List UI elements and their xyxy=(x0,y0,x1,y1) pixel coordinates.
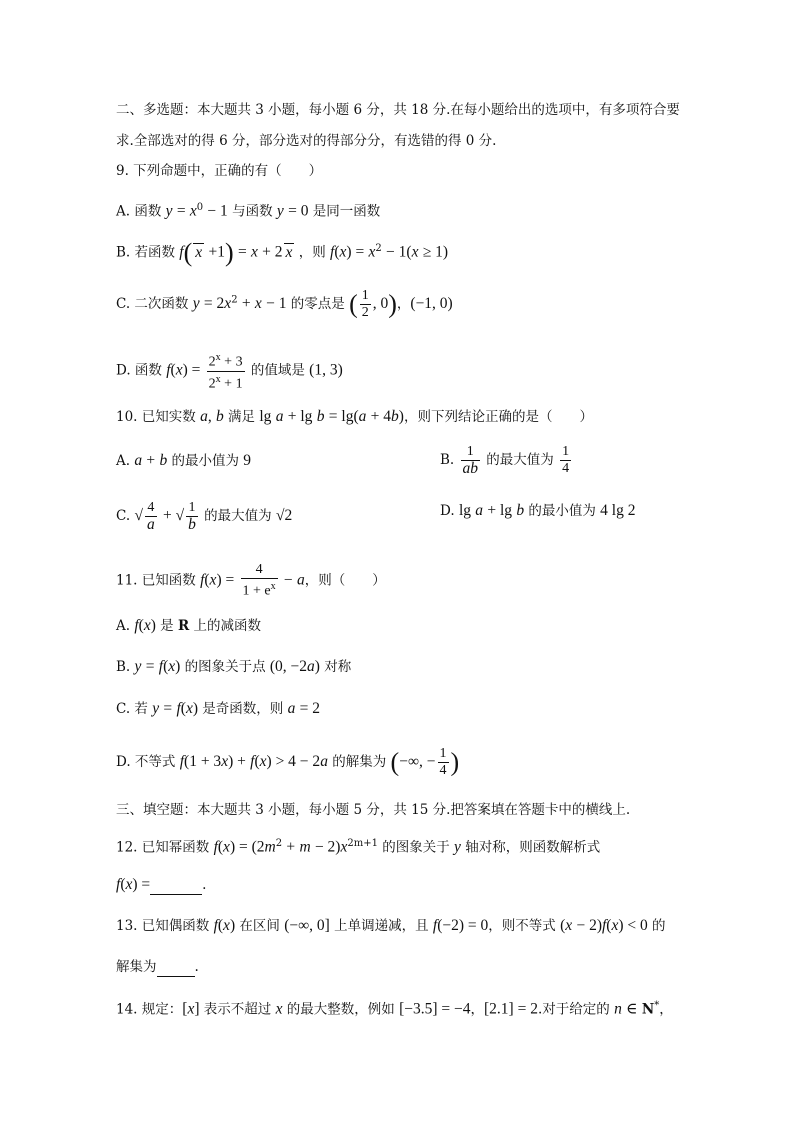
q11-option-b: B. y = f(x) 的图象关于点 (0, −2a) 对称 xyxy=(116,658,352,675)
q10-stem: 10. 已知实数 a, b 满足 lg a + lg b = lg(a + 4b)，则下列结论正确的是（ ） xyxy=(116,408,593,425)
q12-stem: 12. 已知幂函数 $f(x) = (2m^2 + m - 2)x^{2m+1}$ 的图象关于 y 轴对称，则函数解析式 xyxy=(116,838,601,856)
q13-answer-line: 解集为 . xyxy=(116,959,199,975)
q10-option-b: B. $\frac{1}{ab}$ 的最大值为 $\frac{1}{4}$ xyxy=(440,444,570,477)
q9-option-a: A. 函数 $y = x^0 - 1$ 与函数 y = 0 是同一函数 xyxy=(116,202,381,220)
section3-heading: 三、填空题：本大题共 3 小题，每小题 5 分，共 15 分.把答案填在答题卡中的横线上. xyxy=(116,802,631,818)
q10-option-a: A. a + b 的最小值为 9 xyxy=(116,452,252,469)
q9-stem: 9. 下列命题中，正确的有（ ） xyxy=(116,163,323,179)
q10-option-d: D. lg a + lg b 的最小值为 4 lg 2 xyxy=(440,502,636,519)
q9-option-c: C. 二次函数 $y = 2x^2 + x - 1$ 的零点是 ( $\frac{1}{2}$ , 0)，(−1, 0) xyxy=(116,288,453,320)
q11-stem: 11. 已知函数 f(x) = $\frac{4}{1 + e^x}$ − a，则（ ） xyxy=(116,562,386,599)
q9-option-d: D. 函数 f(x) = $\frac{2^x + 3}{2^x + 1}$ 的值域是 (1, 3) xyxy=(116,352,343,392)
q12-blank[interactable] xyxy=(150,876,202,895)
q11-option-c: C. 若 y = f(x) 是奇函数，则 a = 2 xyxy=(116,700,321,717)
q14-stem: 14. 规定：[x] 表示不超过 x 的最大整数，例如 [−3.5] = −4，[2.1] = 2.对于给定的 n ∈ N*， xyxy=(116,1000,673,1018)
q11-option-d: D. 不等式 f(1 + 3x) + f(x) > 4 − 2a 的解集为 (−∞, − $\frac{1}{4}$ ) xyxy=(116,746,460,778)
q12-answer-line: f(x) = . xyxy=(116,876,207,893)
q10-option-c: C. √ $\frac{4}{a}$ + √ $\frac{1}{b}$ 的最大值为 √2 xyxy=(116,500,293,533)
section2-heading-line1: 二、多选题：本大题共 3 小题，每小题 6 分，共 18 分.在每小题给出的选项中，有多项符合要 xyxy=(116,102,680,118)
q11-option-a: A. f(x) 是 R 上的减函数 xyxy=(116,617,262,634)
q13-blank[interactable] xyxy=(157,958,195,977)
q13-stem: 13. 已知偶函数 f(x) 在区间 (−∞, 0] 上单调递减，且 f(−2) = 0，则不等式 (x − 2)f(x) < 0 的 xyxy=(116,917,666,934)
section2-heading-line2: 求.全部选对的得 6 分，部分选对的得部分分，有选错的得 0 分. xyxy=(116,133,497,149)
q9-option-b: B. 若函数 f( x +1) = x + 2 x ，则 $f(x) = x^2 - 1(x \ge 1)$ xyxy=(116,238,449,267)
